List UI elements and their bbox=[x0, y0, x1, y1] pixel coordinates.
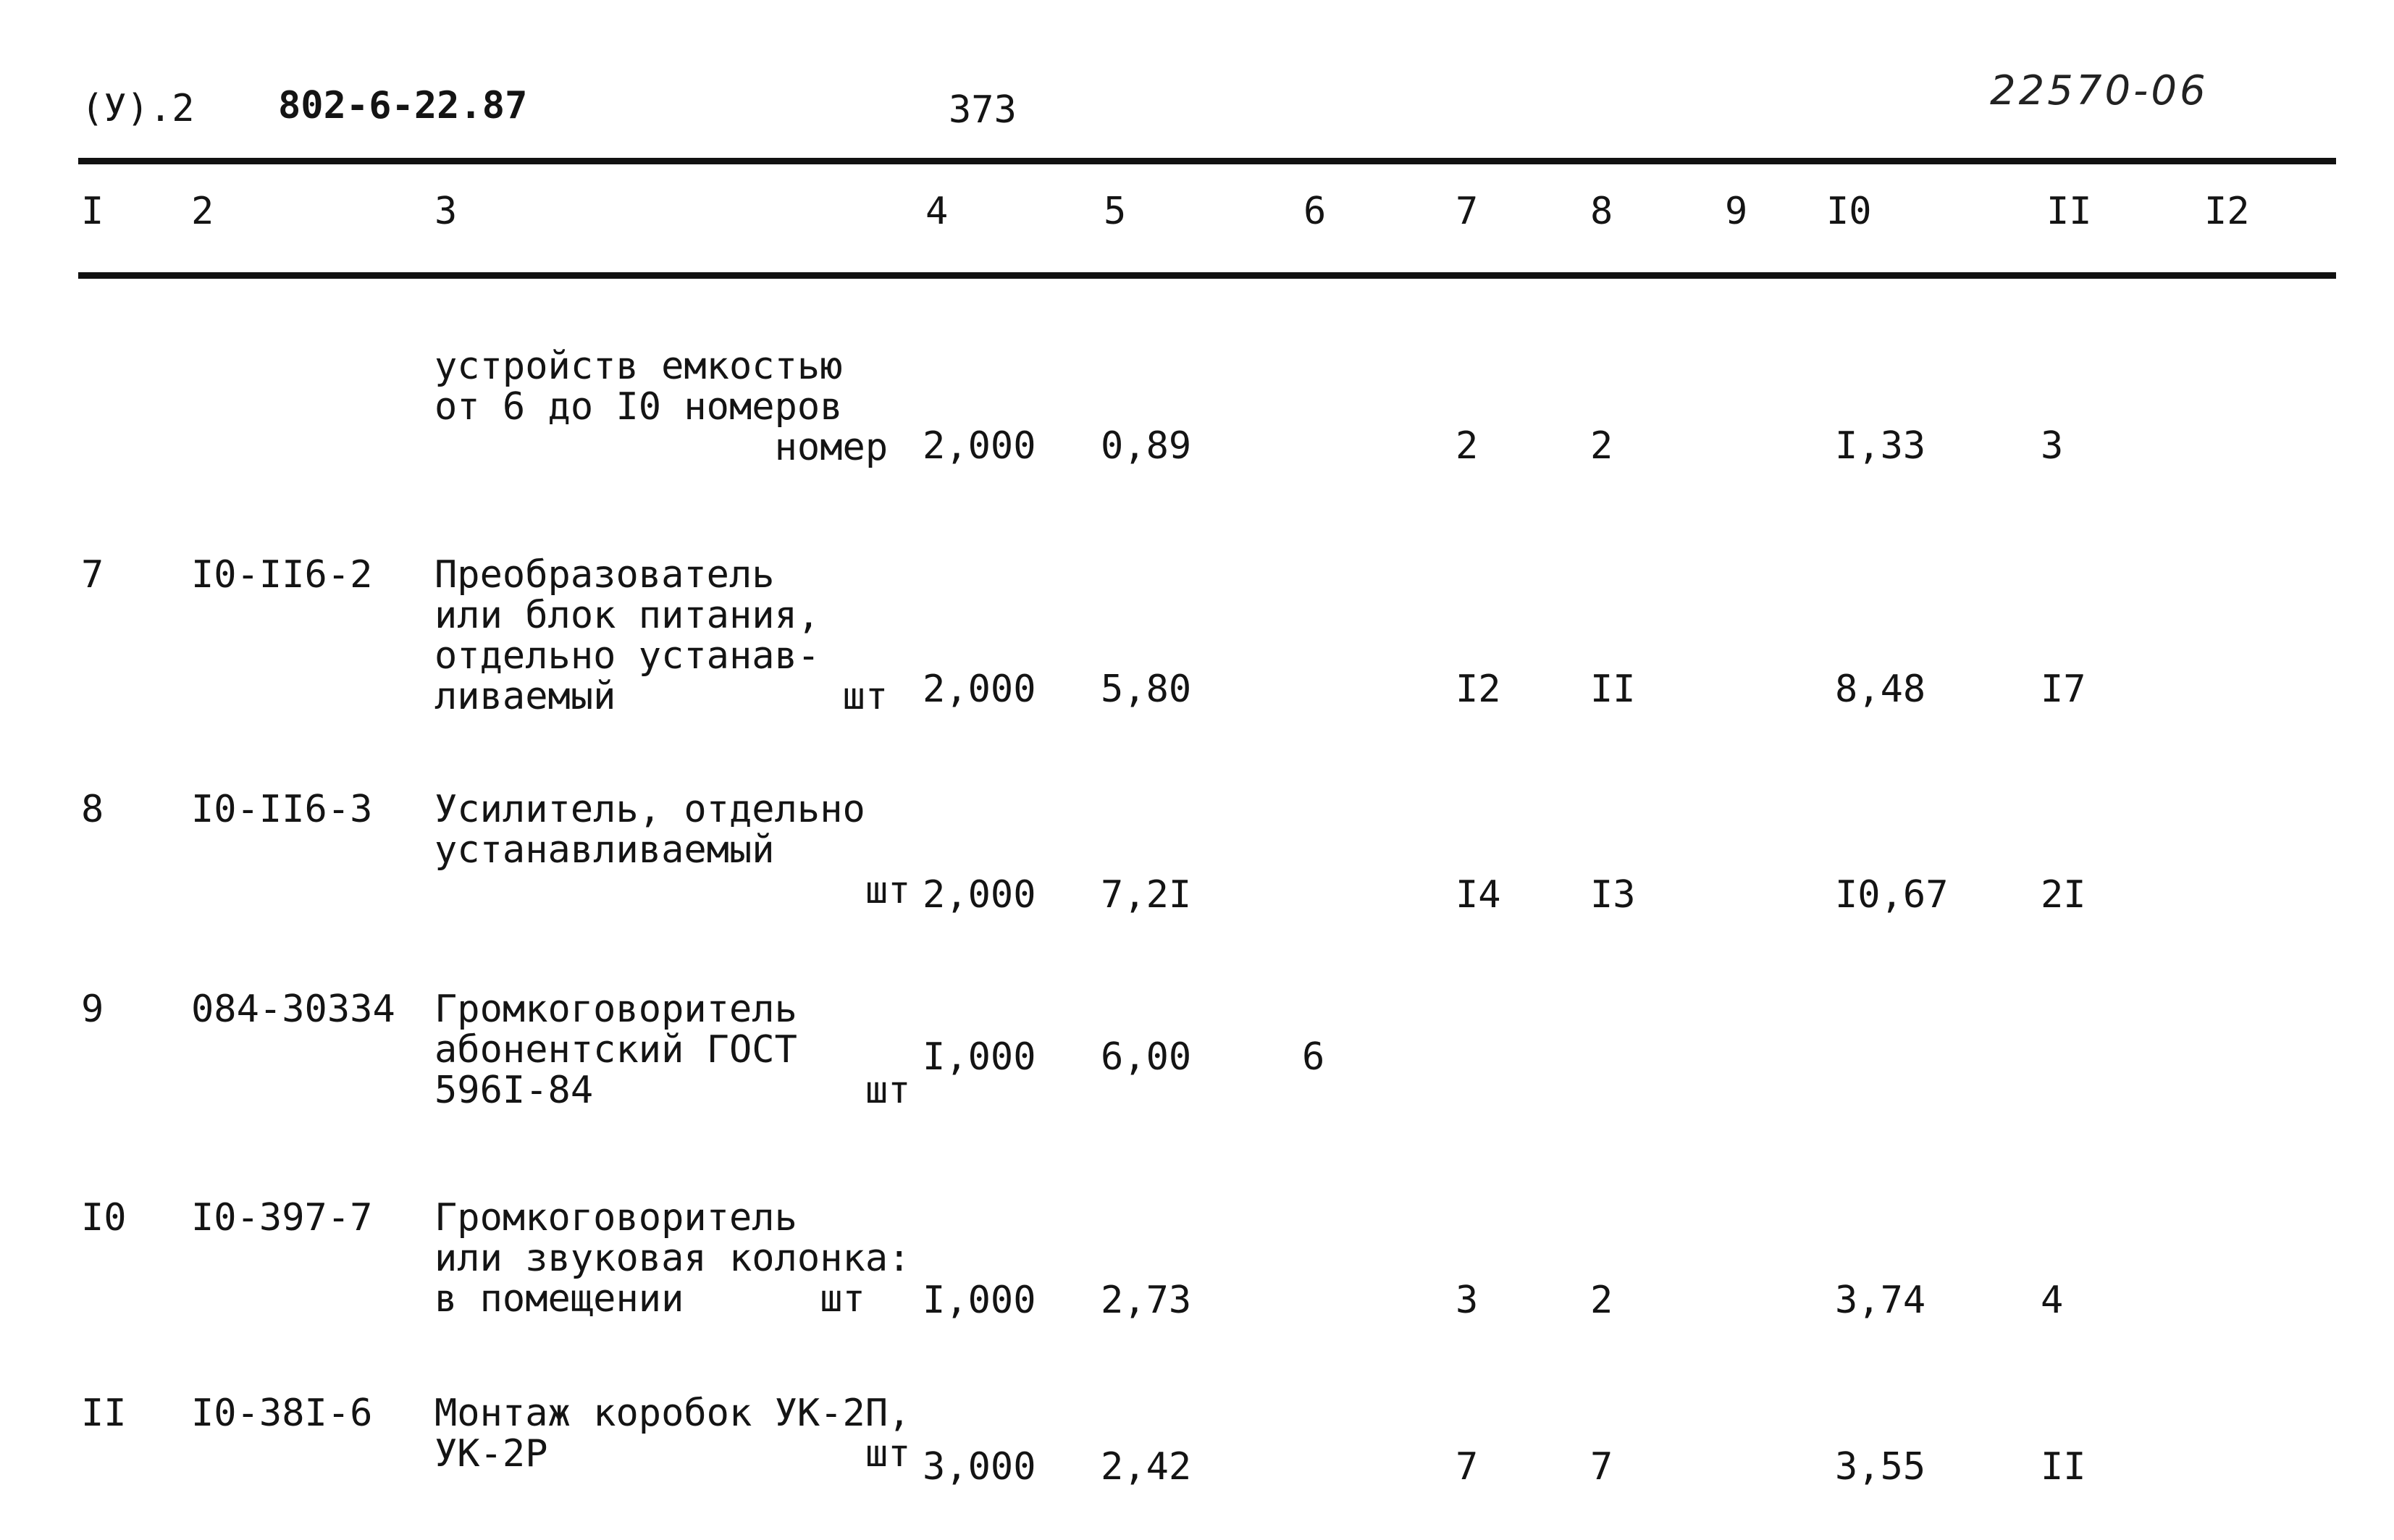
description-line: Усилитель, отдельно bbox=[434, 788, 865, 831]
description-line: устройств емкостью bbox=[434, 345, 843, 388]
description-line: УК-2Р шт bbox=[434, 1432, 911, 1476]
document-code: 802-6-22.87 bbox=[278, 84, 528, 127]
cell-c5: 7,2I bbox=[1101, 873, 1192, 917]
cell-c5: 5,80 bbox=[1101, 668, 1192, 711]
description-line: ливаемый шт bbox=[434, 675, 889, 718]
cell-code: I0-38I-6 bbox=[191, 1392, 373, 1435]
cell-description bbox=[434, 989, 910, 1111]
cell-c7: 2 bbox=[1456, 424, 1479, 468]
description-line: или блок питания, bbox=[434, 594, 820, 637]
description-line: в помещении шт bbox=[434, 1277, 865, 1321]
description-line: шт bbox=[434, 869, 911, 912]
cell-c4: 2,000 bbox=[923, 424, 1036, 468]
description-line: 596I-84 шт bbox=[434, 1069, 911, 1112]
column-number: I bbox=[81, 190, 104, 233]
cell-c8: 7 bbox=[1590, 1445, 1613, 1489]
description-line: Монтаж коробок УК-2П, bbox=[434, 1392, 911, 1435]
cell-description bbox=[434, 1198, 910, 1319]
cell-c11: 3 bbox=[2041, 424, 2064, 468]
description-line: абонентский ГОСТ bbox=[434, 1028, 797, 1072]
cell-c10: I0,67 bbox=[1835, 873, 1949, 917]
cell-n: II bbox=[81, 1392, 127, 1435]
cell-n: 8 bbox=[81, 788, 104, 831]
cell-c8: I3 bbox=[1590, 873, 1636, 917]
description-line: устанавливаемый bbox=[434, 828, 775, 872]
cell-n: 9 bbox=[81, 988, 104, 1031]
column-number: I0 bbox=[1826, 190, 1872, 233]
description-line: Громкоговоритель bbox=[434, 988, 797, 1031]
cell-c5: 2,42 bbox=[1101, 1445, 1192, 1489]
description-line: Преобразователь bbox=[434, 553, 775, 597]
column-number: II bbox=[2046, 190, 2092, 233]
top-rule bbox=[78, 158, 2336, 164]
page-number: 373 bbox=[949, 88, 1017, 132]
header-bottom-rule bbox=[78, 272, 2336, 279]
cell-c7: I2 bbox=[1456, 668, 1501, 711]
cell-c10: 3,74 bbox=[1835, 1279, 1926, 1322]
cell-c4: I,000 bbox=[923, 1035, 1036, 1079]
cell-description bbox=[434, 555, 888, 717]
description-line: отдельно устанав- bbox=[434, 634, 820, 678]
cell-c11: 2I bbox=[2041, 873, 2086, 917]
description-line: Громкоговоритель bbox=[434, 1196, 797, 1240]
cell-n: 7 bbox=[81, 553, 104, 597]
cell-c6: 6 bbox=[1302, 1035, 1325, 1079]
column-number: 9 bbox=[1725, 190, 1748, 233]
cell-description bbox=[434, 789, 910, 911]
cell-c5: 0,89 bbox=[1101, 424, 1192, 468]
handwritten-stamp: 22570-06 bbox=[1990, 67, 2209, 114]
cell-c4: 2,000 bbox=[923, 668, 1036, 711]
cell-code: I0-II6-2 bbox=[191, 553, 373, 597]
cell-c5: 6,00 bbox=[1101, 1035, 1192, 1079]
cell-c8: II bbox=[1590, 668, 1636, 711]
column-number: 6 bbox=[1303, 190, 1327, 233]
cell-c10: 3,55 bbox=[1835, 1445, 1926, 1489]
cell-c8: 2 bbox=[1590, 1279, 1613, 1322]
cell-c10: 8,48 bbox=[1835, 668, 1926, 711]
cell-code: I0-397-7 bbox=[191, 1196, 373, 1240]
cell-c11: II bbox=[2041, 1445, 2086, 1489]
cell-c4: 3,000 bbox=[923, 1445, 1036, 1489]
description-line: или звуковая колонка: bbox=[434, 1237, 911, 1280]
column-number: 4 bbox=[925, 190, 949, 233]
column-number: 3 bbox=[434, 190, 458, 233]
cell-c8: 2 bbox=[1590, 424, 1613, 468]
cell-c7: I4 bbox=[1456, 873, 1501, 917]
cell-c11: I7 bbox=[2041, 668, 2086, 711]
column-number: I2 bbox=[2204, 190, 2250, 233]
cell-description bbox=[434, 1393, 910, 1474]
sheet-prefix: (У).2 bbox=[81, 87, 195, 130]
cell-c4: I,000 bbox=[923, 1279, 1036, 1322]
cell-code: I0-II6-3 bbox=[191, 788, 373, 831]
cell-c4: 2,000 bbox=[923, 873, 1036, 917]
column-number: 7 bbox=[1456, 190, 1479, 233]
cell-description bbox=[434, 346, 888, 468]
cell-c10: I,33 bbox=[1835, 424, 1926, 468]
column-number: 5 bbox=[1104, 190, 1127, 233]
cell-n: I0 bbox=[81, 1196, 127, 1240]
cell-code: 084-30334 bbox=[191, 988, 395, 1031]
column-number: 8 bbox=[1590, 190, 1613, 233]
cell-c7: 7 bbox=[1456, 1445, 1479, 1489]
cell-c7: 3 bbox=[1456, 1279, 1479, 1322]
description-line: от 6 до I0 номеров bbox=[434, 385, 843, 429]
cell-c11: 4 bbox=[2041, 1279, 2064, 1322]
column-number: 2 bbox=[191, 190, 214, 233]
cell-c5: 2,73 bbox=[1101, 1279, 1192, 1322]
description-line: номер bbox=[434, 426, 889, 469]
